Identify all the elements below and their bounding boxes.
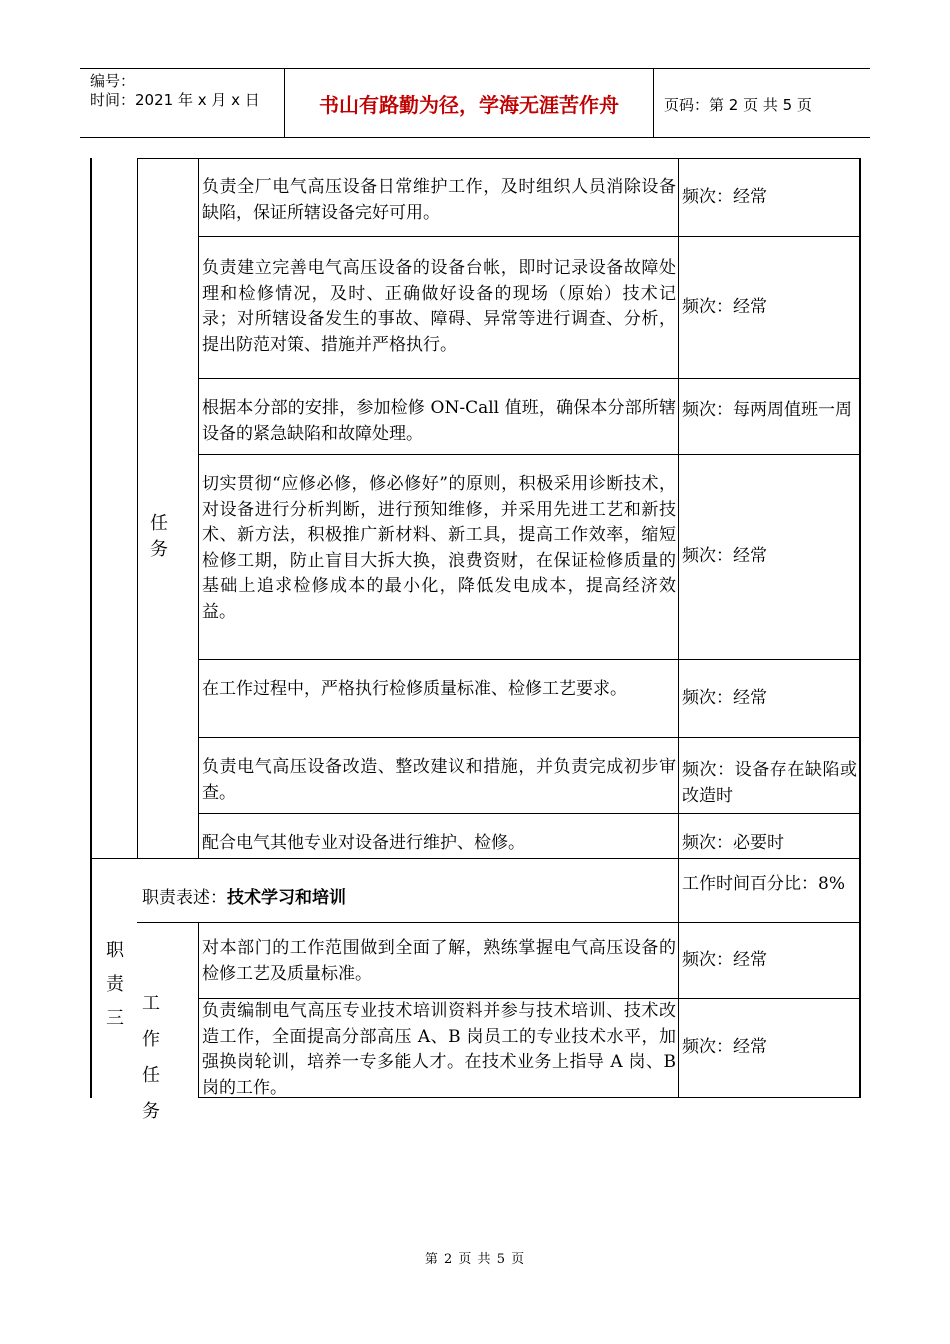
header-page-number: 页码：第 2 页 共 5 页 xyxy=(664,96,812,114)
task-row-2-text: 负责建立完善电气高压设备的设备台帐，即时记录设备故障处理和检修情况，及时、正确做好设备的现场（原始）技术记录；对所辖设备发生的事故、障碍、异常等进行调查、分析，提出防范对策、措施并严格执行。 xyxy=(202,258,676,355)
duty-description xyxy=(142,886,672,912)
task-row-3-text: 根据本分部的安排，参加检修 ON-Call 值班，确保本分部所辖设备的紧急缺陷和故障处理。 xyxy=(202,398,676,444)
task-row-5-text: 在工作过程中，严格执行检修质量标准、检修工艺要求。 xyxy=(202,679,627,699)
task-row-6-text: 负责电气高压设备改造、整改建议和措施，并负责完成初步审查。 xyxy=(202,757,676,803)
task-row-6-frequency: 频次：设备存在缺陷或改造时 xyxy=(682,760,857,806)
task-row-5-frequency: 频次：经常 xyxy=(682,687,767,708)
document-time-label: 时间：2021 年 x 月 x 日 xyxy=(90,91,260,109)
task-row-2-frequency: 频次：经常 xyxy=(682,296,767,317)
duty3-row-2-frequency: 频次：经常 xyxy=(682,1037,767,1058)
header-meta xyxy=(80,69,285,137)
task-section-label: 任务 xyxy=(150,513,168,560)
task-row-3-frequency: 频次：每两周值班一周 xyxy=(682,400,852,420)
work-time-percentage: 工作时间百分比：8% xyxy=(682,874,845,894)
duty-description-prefix: 职责表述： xyxy=(142,888,227,908)
task-row-7-text: 配合电气其他专业对设备进行维护、检修。 xyxy=(202,833,525,853)
header-motto: 书山有路勤为径，学海无涯苦作舟 xyxy=(285,69,654,137)
task-row-1-text: 负责全厂电气高压设备日常维护工作，及时组织人员消除设备缺陷，保证所辖设备完好可用。 xyxy=(202,177,676,223)
duty-three-label: 职 责 三 xyxy=(106,940,124,1029)
document-number-label: 编号： xyxy=(90,72,136,90)
page-header xyxy=(80,68,870,138)
duty3-row-1-text: 对本部门的工作范围做到全面了解，熟练掌握电气高压设备的检修工艺及质量标准。 xyxy=(202,938,676,984)
work-task-label: 工作 任务 xyxy=(142,993,160,1122)
duty3-row-1-frequency: 频次：经常 xyxy=(682,949,767,970)
task-row-4-frequency: 频次：经常 xyxy=(682,546,767,567)
task-row-7-frequency: 频次：必要时 xyxy=(682,833,784,853)
duty-description-title: 技术学习和培训 xyxy=(227,888,346,908)
page-footer: 第 2 页 共 5 页 xyxy=(424,1252,526,1267)
task-row-1-frequency: 频次：经常 xyxy=(682,186,767,207)
duty3-row-2-text: 负责编制电气高压专业技术培训资料并参与技术培训、技术改造工作，全面提高分部高压 A、B 岗员工的专业技术水平，加强换岗轮训，培养一专多能人才。在技术业务上指导 A 岗、B 岗的工作。 xyxy=(202,1001,676,1098)
task-row-4-text: 切实贯彻“应修必修，修必修好”的原则，积极采用诊断技术，对设备进行分析判断，进行预知维修，并采用先进工艺和新技术、新方法，积极推广新材料、新工具，提高工作效率，缩短检修工期，防止盲目大拆大换，浪费资财，在保证检修质量的基础上追求检修成本的最小化，降低发电成本，提高经济效益。 xyxy=(202,474,676,622)
